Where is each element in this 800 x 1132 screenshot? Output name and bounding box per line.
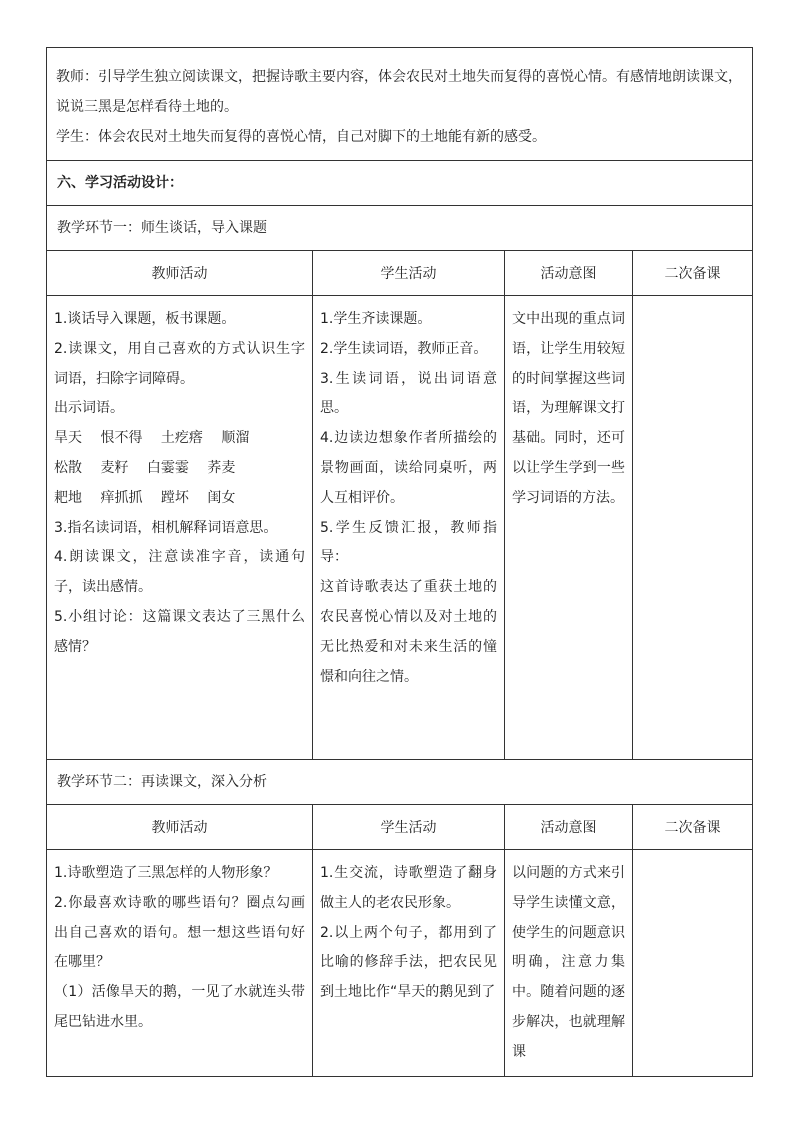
student-step: 1.学生齐读课题。	[320, 311, 432, 327]
vocab-word: 松散	[54, 459, 82, 476]
student-step: 这首诗歌表达了重获土地的农民喜悦心情以及对土地的无比热爱和对未来生活的憧憬和向往之情。	[320, 579, 497, 685]
teacher-step: 5.小组讨论：这篇课文表达了三黑什么感情？	[54, 608, 305, 655]
lesson-plan-document	[46, 47, 752, 1077]
teacher-step: 1.谈话导入课题，板书课题。	[54, 311, 236, 327]
vocab-word: 旱天	[54, 430, 82, 447]
student-step: 5.学生反馈汇报，教师指导：	[320, 519, 497, 566]
teacher-step: 出示词语。	[54, 400, 124, 417]
teacher-step: （1）活像旱天的鹅，一见了水就连头带尾巴钻进水里。	[54, 984, 305, 1030]
header-student-activity: 学生活动	[313, 251, 505, 296]
vocab-word: 荞麦	[207, 459, 236, 476]
lesson-plan-table	[46, 47, 753, 1077]
vocab-row	[54, 454, 305, 484]
vocab-word: 白霎霎	[146, 459, 189, 476]
vocab-word: 顺溜	[221, 430, 250, 447]
vocab-word: 恨不得	[100, 430, 143, 447]
link1-student-cell	[313, 296, 505, 760]
link1-header-row	[47, 251, 753, 296]
link2-header-row	[47, 805, 753, 850]
student-step: 2.以上两个句子，都用到了比喻的修辞手法，把农民见到土地比作“旱天的鹅见到了	[320, 924, 497, 1001]
link1-intent-cell	[505, 296, 633, 760]
link2-student-cell	[313, 850, 505, 1077]
link2-title: 教学环节二：再读课文，深入分析	[47, 760, 753, 805]
header-activity-intent: 活动意图	[505, 805, 633, 850]
vocab-word: 土疙瘩	[160, 430, 203, 447]
vocab-word: 闺女	[207, 489, 236, 506]
student-step: 4.边读边想象作者所描绘的景物画面，读给同桌听，两人互相评价。	[320, 430, 497, 506]
link2-intent-cell	[505, 850, 633, 1077]
vocab-row	[54, 484, 305, 514]
link1-title: 教学环节一：师生谈话，导入课题	[47, 206, 753, 251]
vocab-word: 耙地	[54, 489, 82, 506]
teacher-step: 1.诗歌塑造了三黑怎样的人物形象？	[54, 865, 278, 881]
section-title: 六、学习活动设计：	[47, 161, 753, 206]
objective-student: 学生：体会农民对土地失而复得的喜悦心情，自己对脚下的土地能有新的感受。	[56, 129, 546, 145]
header-teacher-activity: 教师活动	[47, 805, 313, 850]
vocab-row	[54, 424, 305, 454]
teacher-step: 3.指名读词语，相机解释词语意思。	[54, 519, 278, 536]
objectives-cell	[47, 48, 753, 161]
student-step: 2.学生读词语，教师正音。	[320, 340, 488, 357]
link1-teacher-cell	[47, 296, 313, 760]
teacher-step: 2.你最喜欢诗歌的哪些语句？圈点勾画出自己喜欢的语句。想一想这些语句好在哪里？	[54, 894, 305, 971]
header-teacher-activity: 教师活动	[47, 251, 313, 296]
objective-teacher: 教师：引导学生独立阅读课文，把握诗歌主要内容，体会农民对土地失而复得的喜悦心情。有感情地朗读课文，说说三黑是怎样看待土地的。	[56, 69, 742, 115]
header-second-prep: 二次备课	[633, 251, 753, 296]
link2-content-row	[47, 850, 753, 1077]
link2-teacher-cell	[47, 850, 313, 1077]
vocab-word: 痒抓抓	[100, 489, 143, 506]
intent-text: 以问题的方式来引导学生读懂文意，使学生的问题意识明确，注意力集中。随着问题的逐步解决，也就理解课	[512, 865, 625, 1060]
link2-second-prep-cell	[633, 850, 753, 1077]
link1-content-row	[47, 296, 753, 760]
header-student-activity: 学生活动	[313, 805, 505, 850]
vocab-word: 蹚坏	[160, 489, 189, 506]
link1-second-prep-cell	[633, 296, 753, 760]
teacher-step: 4.朗读课文，注意读准字音，读通句子，读出感情。	[54, 549, 305, 596]
student-step: 1.生交流，诗歌塑造了翻身做主人的老农民形象。	[320, 865, 497, 911]
teacher-step: 2.读课文，用自己喜欢的方式认识生字词语，扫除字词障碍。	[54, 340, 305, 387]
student-step: 3.生读词语，说出词语意思。	[320, 370, 497, 417]
vocab-word: 麦籽	[100, 459, 129, 476]
intent-text: 文中出现的重点词语，让学生用较短的时间掌握这些词语，为理解课文打基础。同时，还可以让学生学到一些学习词语的方法。	[512, 311, 625, 506]
header-activity-intent: 活动意图	[505, 251, 633, 296]
header-second-prep: 二次备课	[633, 805, 753, 850]
